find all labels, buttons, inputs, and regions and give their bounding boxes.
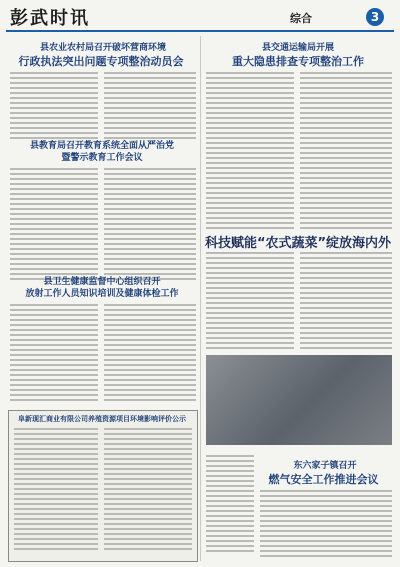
page-number-badge: 3 [366,8,384,26]
article-1-body-col-a [10,72,98,142]
article-3-title-line2: 暨警示教育工作会议 [61,153,143,163]
article-2-title-line1: 县交通运输局开展 [261,43,334,53]
ad-notice-title: 阜新现汇商业有限公司养殖资源项目环境影响评价公示 [18,414,186,423]
ad-notice-body-col-b [104,428,192,553]
article-6-title-line2: 燃气安全工作推进会议 [268,473,379,486]
article-5-title-line1: 县卫生健康监督中心组织召开 [43,277,161,287]
article-5-title-line2: 放射工作人员知识培训及健康体检工作 [25,289,179,299]
article-5-body-col-b [104,304,196,404]
article-6-title-line1: 东六家子镇召开 [293,461,357,471]
article-6-body-col-b [260,490,392,560]
article-4-body-col-b [300,252,392,352]
column-separator [200,36,201,561]
section-label: 综合 [290,12,312,25]
masthead-rule [6,30,394,32]
article-6-body-col-a [206,455,254,555]
article-1-title-line1: 县农业农村局召开破坏营商环境 [39,43,166,53]
article-1-title-line2: 行政执法突出问题专项整治动员会 [18,55,184,68]
article-4-title: 科技赋能“农式蔬菜”绽放海内外 [204,236,392,251]
article-5-body-col-a [10,304,98,404]
ad-notice-body-col-a [14,428,98,553]
article-3-body-col-b [104,168,196,283]
article-4-body-col-a [206,252,294,352]
article-1-body-col-b [104,72,196,142]
masthead-title: 彭武时讯 [10,8,90,29]
article-2-body-col-a [206,72,294,232]
article-4-photo [206,355,392,445]
article-3-title-line1: 县教育局召开教育系统全面从严治党 [29,141,174,151]
article-3-body-col-a [10,168,98,283]
article-2-body-col-b [300,72,392,232]
article-2-title-line2: 重大隐患排查专项整治工作 [232,55,364,68]
